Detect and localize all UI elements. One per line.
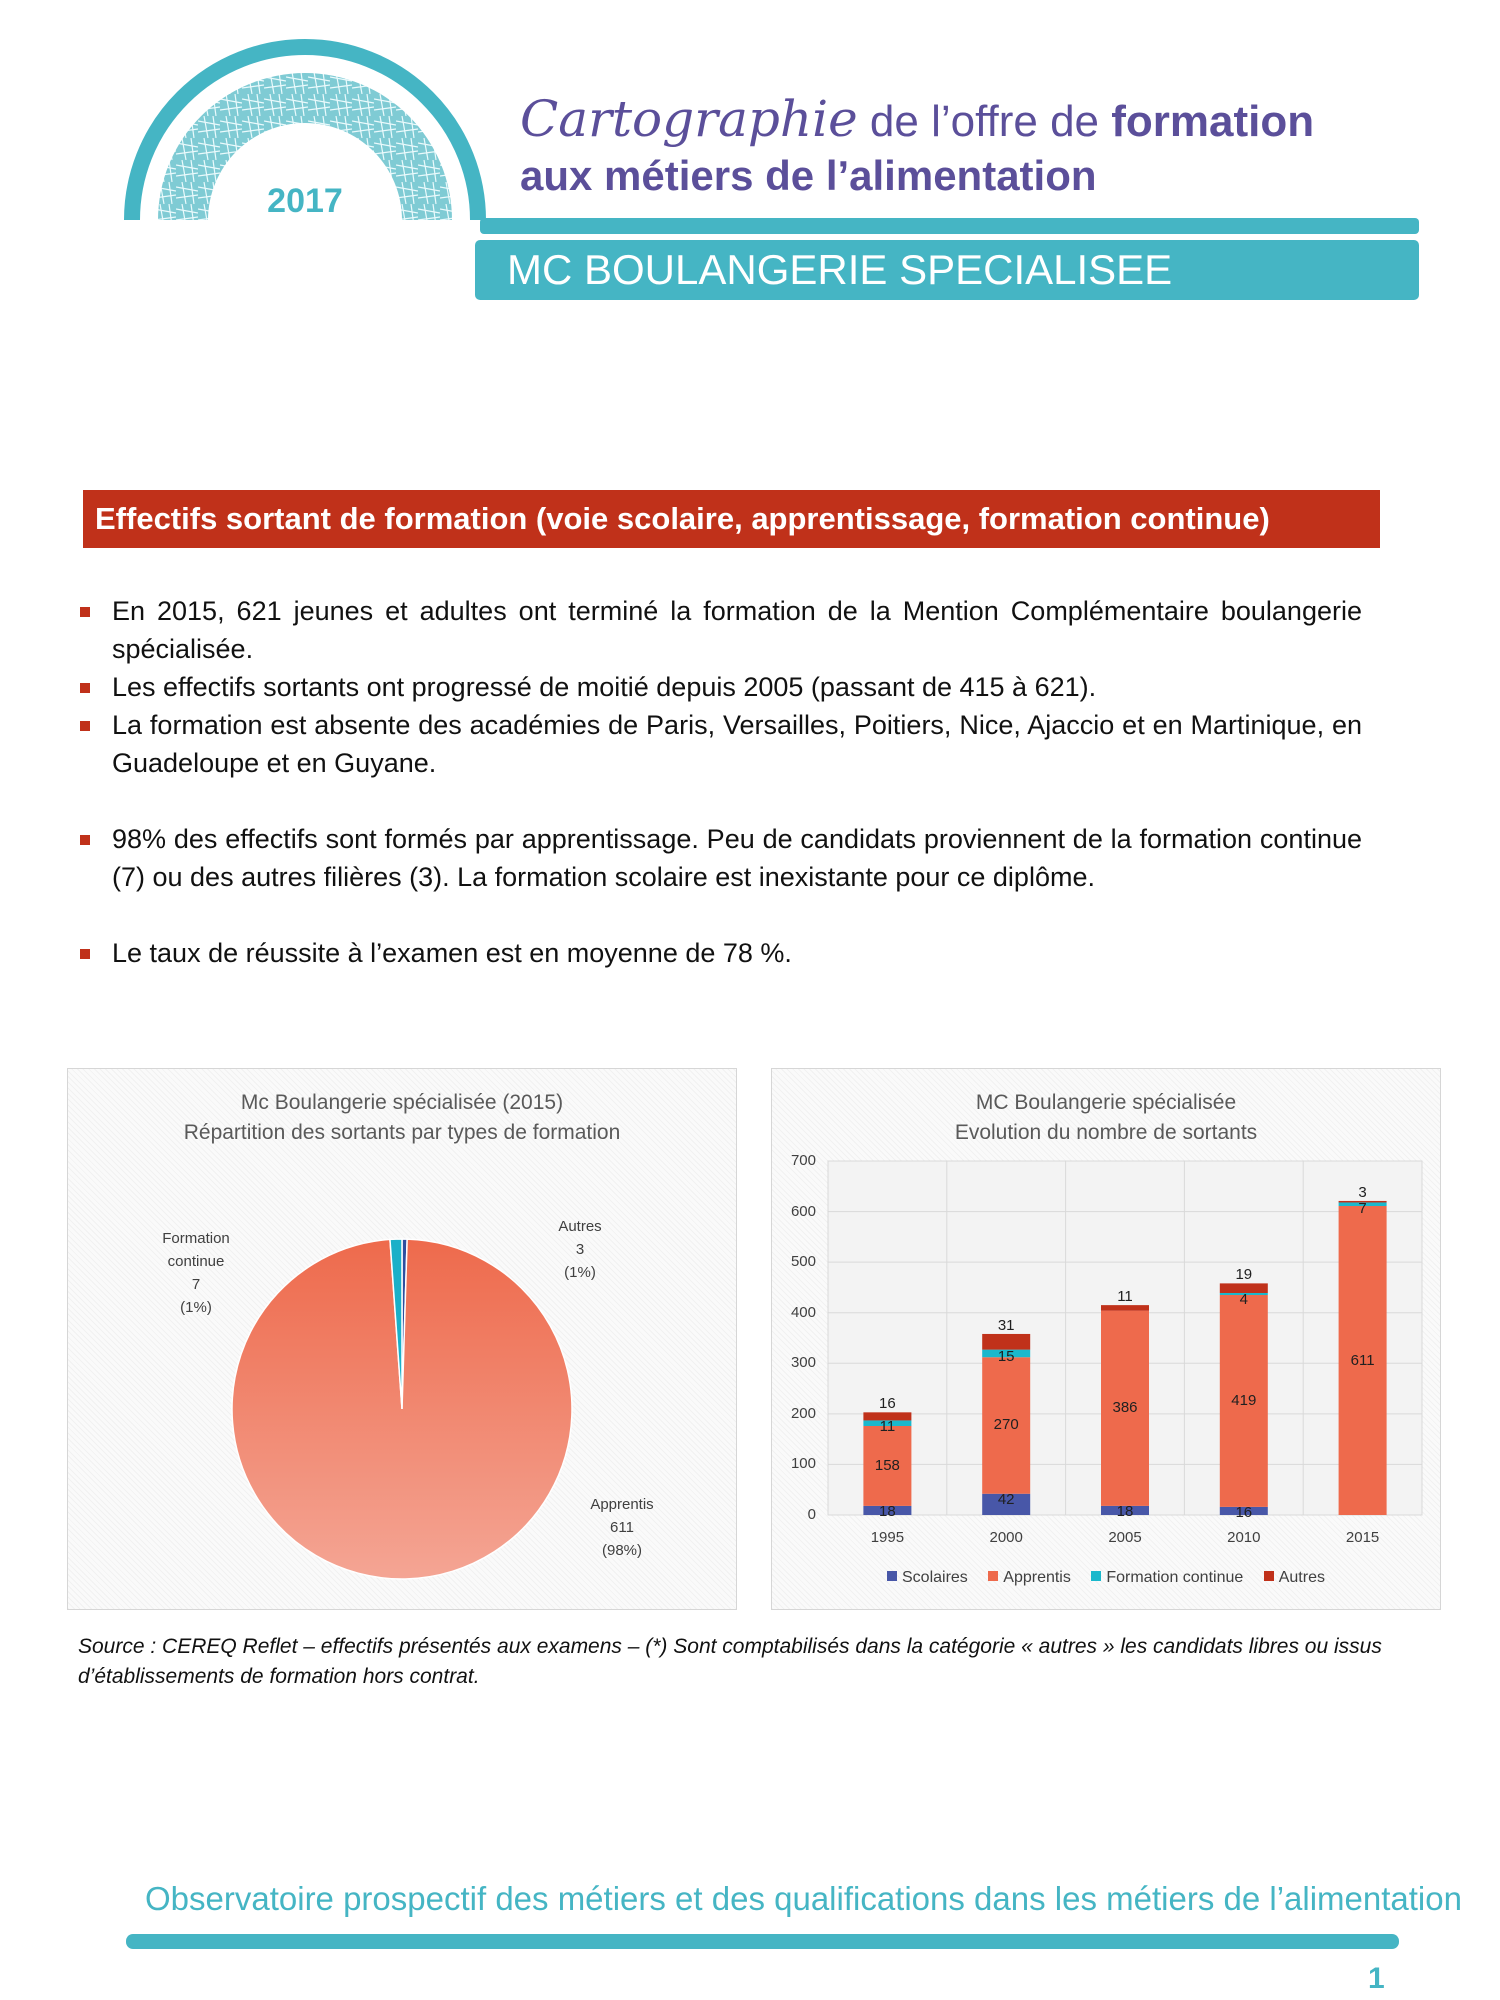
header-subtitle: aux métiers de l’alimentation <box>520 152 1097 199</box>
data-label: 42 <box>997 1490 1015 1508</box>
bar-chart-subtitle: Evolution du nombre de sortants <box>954 1121 1258 1144</box>
bullet-square-icon <box>80 949 90 959</box>
pie-label-autres: Autres 3 (1%) <box>558 1218 602 1281</box>
bullet-item <box>80 820 1362 896</box>
footer-rule <box>126 1934 1399 1949</box>
y-tick-label: 700 <box>790 1152 816 1169</box>
data-label: 15 <box>997 1347 1015 1365</box>
x-tick-label: 2000 <box>989 1529 1023 1546</box>
header-title <box>520 90 1315 148</box>
logo-year: 2017 <box>267 182 343 220</box>
footer-text: Observatoire prospectif des métiers et des qualifications dans les métiers de l’alimentation <box>145 1880 1462 1917</box>
header-title-script: Cartographie <box>520 90 858 148</box>
bullet-item <box>80 592 1362 668</box>
legend-item-scolaires: Scolaires <box>887 1569 968 1587</box>
legend-item-autres: Autres <box>1264 1569 1325 1587</box>
data-label: 386 <box>1112 1399 1138 1417</box>
header-title-part: de l’offre de <box>857 97 1112 146</box>
y-tick-label: 100 <box>790 1455 816 1473</box>
x-tick-label: 1995 <box>870 1529 905 1546</box>
bullet-square-icon <box>80 607 90 617</box>
page-number: 1 <box>1368 1962 1385 1995</box>
pie-label-apprentis: Apprentis 611 (98%) <box>590 1496 654 1559</box>
data-label: 419 <box>1231 1391 1257 1409</box>
pie-chart-subtitle: Répartition des sortants par types de formation <box>183 1121 621 1144</box>
data-label: 270 <box>993 1416 1019 1434</box>
bar-chart <box>771 1068 1441 1610</box>
bullet-list <box>80 592 1362 972</box>
data-label: 158 <box>874 1456 900 1474</box>
x-tick-label: 2005 <box>1108 1529 1142 1546</box>
y-tick-label: 500 <box>790 1253 816 1271</box>
bullet-square-icon <box>80 835 90 845</box>
data-label: 31 <box>997 1316 1015 1334</box>
pie-chart <box>67 1068 737 1610</box>
data-label: 18 <box>879 1502 896 1520</box>
data-label: 3 <box>1358 1183 1367 1201</box>
bullet-text: 98% des effectifs sont formés par apprentissage. Peu de candidats proviennent de la formation continue (7) ou des autres filières (3). La formation scolaire est inexistante pour ce diplôme. <box>112 824 1362 892</box>
data-label: 611 <box>1350 1351 1375 1369</box>
pie-label-formation-continue: Formation continue 7 (1%) <box>162 1230 230 1316</box>
y-tick-label: 300 <box>790 1354 816 1372</box>
data-label: 16 <box>1235 1503 1253 1521</box>
y-tick-label: 200 <box>790 1404 816 1422</box>
diploma-banner: MC BOULANGERIE SPECIALISEE <box>475 240 1419 300</box>
bullet-square-icon <box>80 683 90 693</box>
section-title: Effectifs sortant de formation (voie scolaire, apprentissage, formation continue) <box>83 490 1380 548</box>
legend-item-apprentis: Apprentis <box>988 1569 1071 1587</box>
header-title-bold: formation <box>1111 97 1315 146</box>
bullet-text: Les effectifs sortants ont progressé de moitié depuis 2005 (passant de 415 à 621). <box>112 672 1097 702</box>
header-rule <box>480 218 1419 234</box>
bullet-item <box>80 668 1362 706</box>
data-label: 16 <box>879 1395 896 1413</box>
pie-chart-title: Mc Boulangerie spécialisée (2015) <box>240 1091 564 1114</box>
y-tick-label: 0 <box>807 1506 816 1523</box>
data-label: 11 <box>879 1418 896 1436</box>
y-tick-label: 400 <box>790 1303 816 1321</box>
data-label: 18 <box>1116 1502 1134 1520</box>
legend-item-formation-continue: Formation continue <box>1091 1569 1243 1587</box>
bullet-text: Le taux de réussite à l’examen est en moyenne de 78 %. <box>112 938 792 968</box>
bullet-square-icon <box>80 721 90 731</box>
bar-segment-autres <box>1101 1305 1149 1311</box>
x-tick-label: 2015 <box>1345 1529 1380 1546</box>
data-label: 7 <box>1358 1200 1367 1218</box>
bullet-item <box>80 934 1362 972</box>
bullet-text: En 2015, 621 jeunes et adultes ont terminé la formation de la Mention Complémentaire boulangerie spécialisée. <box>112 596 1362 664</box>
x-tick-label: 2010 <box>1227 1529 1261 1546</box>
bullet-item <box>80 706 1362 782</box>
bar-plot <box>772 1069 1440 1609</box>
data-label: 19 <box>1235 1266 1253 1284</box>
bullet-text: La formation est absente des académies de Paris, Versailles, Poitiers, Nice, Ajaccio et en Martinique, en Guadeloupe et en Guyane. <box>112 710 1362 778</box>
bar-chart-legend <box>772 1569 1440 1587</box>
bar-chart-title: MC Boulangerie spécialisée <box>975 1091 1237 1114</box>
source-note: Source : CEREQ Reflet – effectifs présentés aux examens – (*) Sont comptabilisés dans la catégorie « autres » les candidats libres ou issus d’établissements de formation hors contrat. <box>78 1635 1382 1688</box>
y-tick-label: 600 <box>790 1202 816 1220</box>
data-label: 11 <box>1117 1288 1133 1306</box>
cartographie-logo <box>110 28 500 223</box>
data-label: 4 <box>1239 1290 1248 1308</box>
